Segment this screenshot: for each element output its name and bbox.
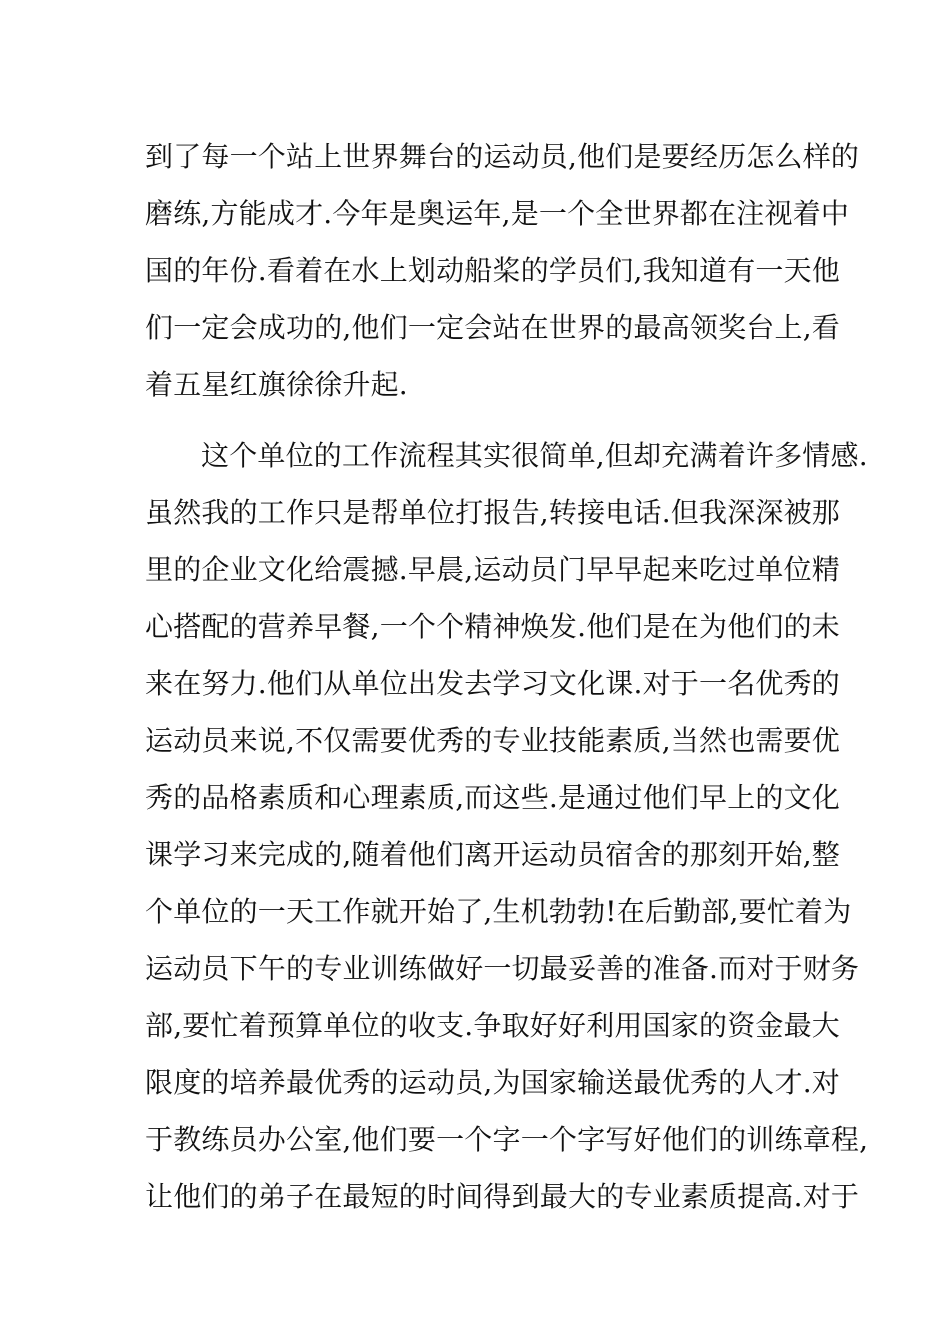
body-text	[145, 128, 869, 1225]
text-line: 限度的培养最优秀的运动员,为国家输送最优秀的人才.对	[145, 1066, 841, 1099]
text-line: 运动员来说,不仅需要优秀的专业技能素质,当然也需要优	[145, 724, 841, 757]
text-line: 课学习来完成的,随着他们离开运动员宿舍的那刻开始,整	[145, 838, 841, 871]
text-line: 虽然我的工作只是帮单位打报告,转接电话.但我深深被那	[145, 496, 841, 529]
text-line: 这个单位的工作流程其实很简单,但却充满着许多情感.	[201, 439, 868, 472]
text-line: 国的年份.看着在水上划动船桨的学员们,我知道有一天他	[145, 254, 841, 287]
text-line: 到了每一个站上世界舞台的运动员,他们是要经历怎么样的	[145, 140, 860, 173]
text-line: 心搭配的营养早餐,一个个精神焕发.他们是在为他们的未	[145, 610, 841, 643]
paragraph-2	[145, 427, 869, 1225]
text-line: 秀的品格素质和心理素质,而这些.是通过他们早上的文化	[145, 781, 841, 814]
text-line: 让他们的弟子在最短的时间得到最大的专业素质提高.对于	[145, 1180, 860, 1213]
text-line: 于教练员办公室,他们要一个字一个字写好他们的训练章程,	[145, 1123, 869, 1156]
text-line: 着五星红旗徐徐升起.	[145, 368, 408, 401]
text-line: 们一定会成功的,他们一定会站在世界的最高领奖台上,看	[145, 311, 841, 344]
paragraph-gap	[145, 413, 825, 427]
text-line: 里的企业文化给震撼.早晨,运动员门早早起来吃过单位精	[145, 553, 841, 586]
paragraph-1	[145, 128, 860, 413]
text-line: 运动员下午的专业训练做好一切最妥善的准备.而对于财务	[145, 952, 860, 985]
text-line: 个单位的一天工作就开始了,生机勃勃!在后勤部,要忙着为	[145, 895, 852, 928]
text-line: 部,要忙着预算单位的收支.争取好好利用国家的资金最大	[145, 1009, 841, 1042]
text-line: 来在努力.他们从单位出发去学习文化课.对于一名优秀的	[145, 667, 841, 700]
text-line: 磨练,方能成才.今年是奥运年,是一个全世界都在注视着中	[145, 197, 850, 230]
